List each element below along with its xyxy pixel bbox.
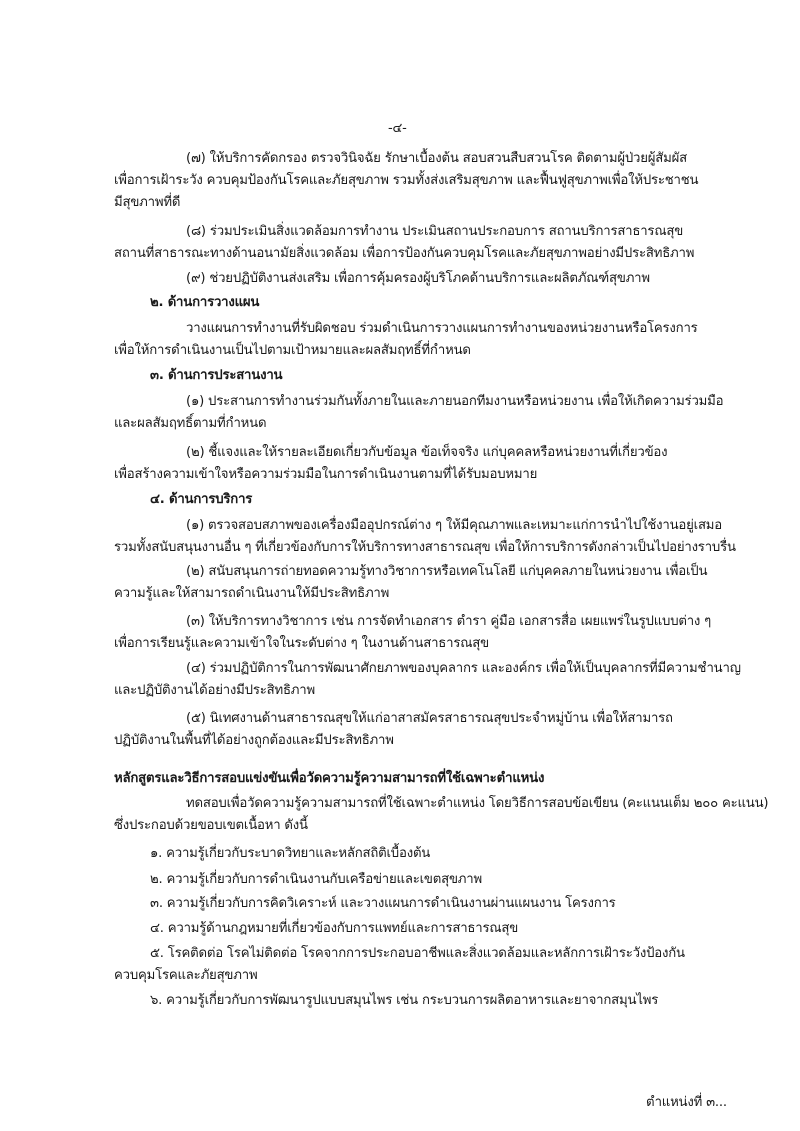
item-7-line-1: (๗) ให้บริการคัดกรอง ตรวจวินิจฉัย รักษาเบื้องต้น สอบสวนสืบสวนโรค ติดตามผู้ป่วยผู้สัมผัส	[186, 151, 688, 166]
section-3-item-1-line-1: (๑) ประสานการทำงานร่วมกันทั้งภายในและภายนอกทีมงานหรือหน่วยงาน เพื่อให้เกิดความร่วมมือ	[186, 394, 724, 409]
exam-intro-line-1: ทดสอบเพื่อวัดความรู้ความสามารถที่ใช้เฉพาะตำแหน่ง โดยวิธีการสอบข้อเขียน (คะแนนเต็ม ๒๐๐ คะแนน)	[186, 796, 769, 811]
section-4-item-3-line-2: เพื่อการเรียนรู้และความเข้าใจในระดับต่าง ๆ ในงานด้านสาธารณสุข	[114, 636, 489, 651]
section-3-item-2-line-1: (๒) ชี้แจงและให้รายละเอียดเกี่ยวกับข้อมูล ข้อเท็จจริง แก่บุคคลหรือหน่วยงานที่เกี่ยวข้อง	[186, 445, 668, 460]
exam-topic-6: ๖. ความรู้เกี่ยวกับการพัฒนารูปแบบสมุนไพร เช่น กระบวนการผลิตอาหารและยาจากสมุนไพร	[150, 993, 659, 1008]
exam-topic-1: ๑. ความรู้เกี่ยวกับระบาดวิทยาและหลักสถิติเบื้องต้น	[150, 846, 431, 861]
exam-topic-2: ๒. ความรู้เกี่ยวกับการดำเนินงานกับเครือข่ายและเขตสุขภาพ	[150, 872, 482, 887]
exam-topic-4: ๔. ความรู้ด้านกฎหมายที่เกี่ยวข้องกับการแพทย์และการสาธารณสุข	[150, 921, 519, 936]
exam-heading: หลักสูตรและวิธีการสอบแข่งขันเพื่อวัดความรู้ความสามารถที่ใช้เฉพาะตำแหน่ง	[114, 771, 545, 786]
exam-intro-line-2: ซึ่งประกอบด้วยขอบเขตเนื้อหา ดังนี้	[114, 818, 308, 833]
section-2-para-line-2: เพื่อให้การดำเนินงานเป็นไปตามเป้าหมายและผลสัมฤทธิ์ที่กำหนด	[114, 343, 471, 358]
item-7-line-3: มีสุขภาพที่ดี	[114, 195, 181, 210]
section-3-heading: ๓. ด้านการประสานงาน	[150, 368, 283, 383]
section-3-item-1-line-2: และผลสัมฤทธิ์ตามที่กำหนด	[114, 416, 267, 431]
section-4-item-5-line-2: ปฏิบัติงานในพื้นที่ได้อย่างถูกต้องและมีประสิทธิภาพ	[114, 733, 394, 748]
section-4-item-5-line-1: (๕) นิเทศงานด้านสาธารณสุขให้แก่อาสาสมัครสาธารณสุขประจำหมู่บ้าน เพื่อให้สามารถ	[186, 711, 673, 726]
item-8-line-2: สถานที่สาธารณะทางด้านอนามัยสิ่งแวดล้อม เพื่อการป้องกันควบคุมโรคและภัยสุขภาพอย่างมีประสิทธิภาพ	[114, 246, 695, 261]
section-4-item-4-line-1: (๔) ร่วมปฏิบัติการในการพัฒนาศักยภาพของบุคลากร และองค์กร เพื่อให้เป็นบุคลากรที่มีความชำนาญ	[186, 661, 741, 676]
section-4-item-1-line-2: รวมทั้งสนับสนุนงานอื่น ๆ ที่เกี่ยวข้องกับการให้บริการทางสาธารณสุข เพื่อให้การบริการดังกล่าวเป็นไปอย่างราบรื่น	[114, 540, 736, 555]
section-4-item-2-line-2: ความรู้และให้สามารถดำเนินงานให้มีประสิทธิภาพ	[114, 586, 390, 601]
section-4-item-4-line-2: และปฏิบัติงานได้อย่างมีประสิทธิภาพ	[114, 683, 315, 698]
section-3-item-2-line-2: เพื่อสร้างความเข้าใจหรือความร่วมมือในการดำเนินงานตามที่ได้รับมอบหมาย	[114, 467, 538, 482]
section-4-heading: ๔. ด้านการบริการ	[150, 492, 253, 507]
section-4-item-3-line-1: (๓) ให้บริการทางวิชาการ เช่น การจัดทำเอกสาร ตำรา คู่มือ เอกสารสื่อ เผยแพร่ในรูปแบบต่าง ๆ	[186, 614, 712, 629]
item-9-line-1: (๙) ช่วยปฏิบัติงานส่งเสริม เพื่อการคุ้มครองผู้บริโภคด้านบริการและผลิตภัณฑ์สุขภาพ	[186, 271, 650, 286]
section-2-para-line-1: วางแผนการทำงานที่รับผิดชอบ ร่วมดำเนินการวางแผนการทำงานของหน่วยงานหรือโครงการ	[186, 321, 698, 336]
item-7-line-2: เพื่อการเฝ้าระวัง ควบคุมป้องกันโรคและภัยสุขภาพ รวมทั้งส่งเสริมสุขภาพ และฟื้นฟูสุขภาพเพื่อให้ประชาชน	[114, 173, 699, 188]
section-4-item-2-line-1: (๒) สนับสนุนการถ่ายทอดความรู้ทางวิชาการหรือเทคโนโลยี แก่บุคคลภายในหน่วยงาน เพื่อเป็น	[186, 564, 708, 579]
footer-continuation: ตำแหน่งที่ ๓...	[646, 1095, 727, 1110]
exam-topic-5-line-1: ๕. โรคติดต่อ โรคไม่ติดต่อ โรคจากการประกอบอาชีพและสิ่งแวดล้อมและหลักการเฝ้าระวังป้องกัน	[150, 946, 685, 961]
section-4-item-1-line-1: (๑) ตรวจสอบสภาพของเครื่องมืออุปกรณ์ต่าง ๆ ให้มีคุณภาพและเหมาะแก่การนำไปใช้งานอยู่เสมอ	[186, 518, 723, 533]
section-2-heading: ๒. ด้านการวางแผน	[150, 295, 260, 310]
page-number: -๔-	[388, 121, 407, 136]
exam-topic-3: ๓. ความรู้เกี่ยวกับการคิดวิเคราะห์ และวางแผนการดำเนินงานผ่านแผนงาน โครงการ	[150, 896, 616, 911]
exam-topic-5-line-2: ควบคุมโรคและภัยสุขภาพ	[114, 968, 258, 983]
item-8-line-1: (๘) ร่วมประเมินสิ่งแวดล้อมการทำงาน ประเมินสถานประกอบการ สถานบริการสาธารณสุข	[186, 224, 684, 239]
